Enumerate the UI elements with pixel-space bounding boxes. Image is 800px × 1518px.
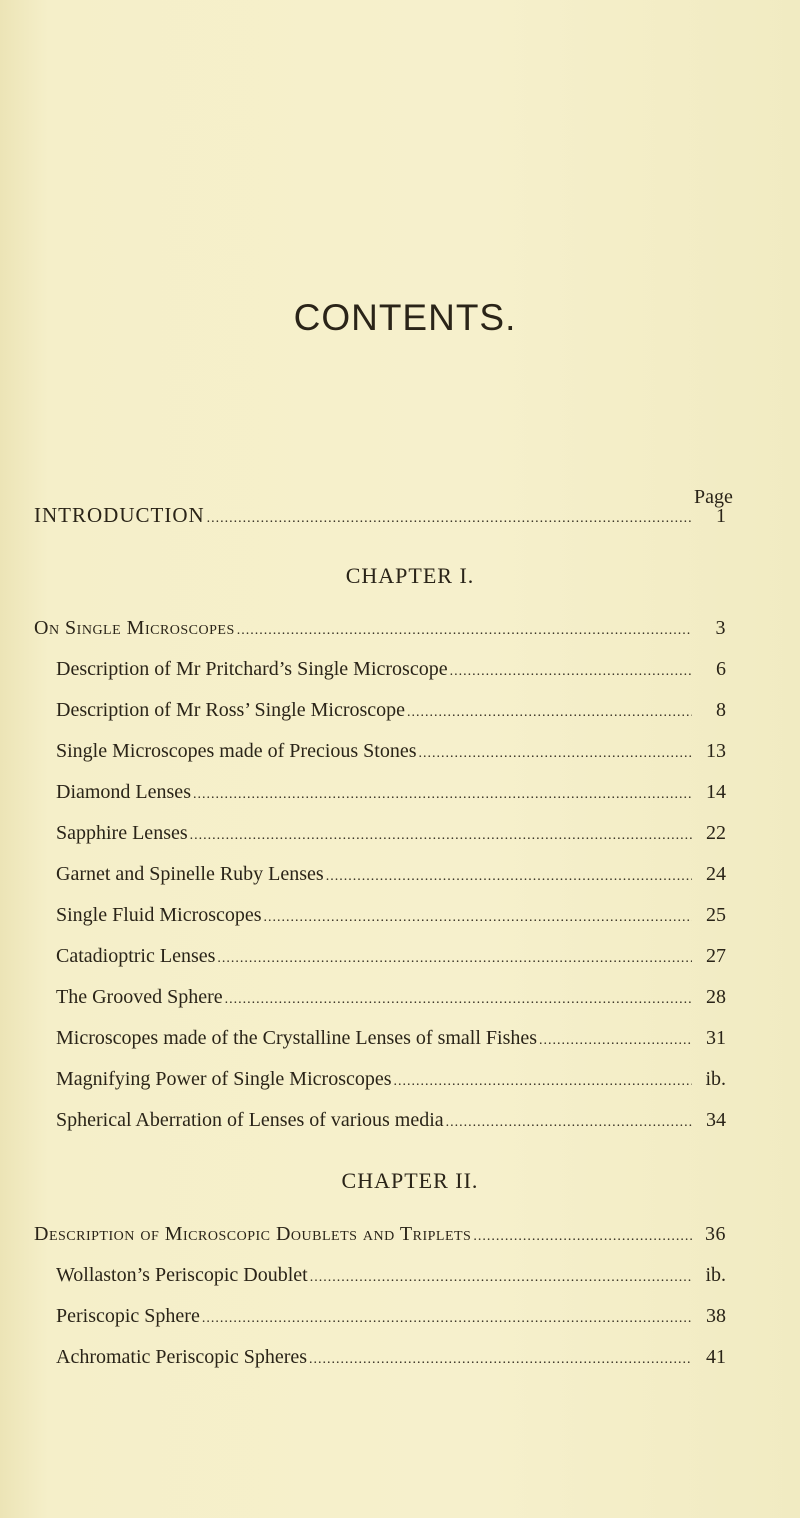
page-title: CONTENTS. (293, 297, 517, 338)
dot-leader (407, 705, 692, 721)
toc-entry-label: Wollaston’s Periscopic Doublet (56, 1264, 308, 1286)
toc-entry-label: On Single Microscopes (34, 617, 235, 639)
dot-leader (473, 1229, 692, 1245)
toc-entry-page: 24 (706, 863, 726, 885)
toc-entry-page: 1 (716, 505, 726, 527)
toc-entry-page: 27 (706, 945, 726, 967)
dot-leader (309, 1352, 692, 1368)
toc-entry-page: 6 (716, 658, 726, 680)
toc-entry (56, 1068, 726, 1098)
toc-entry-page: 14 (706, 781, 726, 803)
chapter-heading: CHAPTER II. (341, 1168, 479, 1193)
toc-entry (56, 1027, 726, 1057)
toc-entry (56, 699, 726, 729)
toc-entry-label: The Grooved Sphere (56, 986, 223, 1008)
toc-entry-label: Achromatic Periscopic Spheres (56, 1346, 308, 1368)
dot-leader (446, 1115, 692, 1131)
toc-entry-introduction (34, 503, 726, 533)
toc-entry-page: 38 (706, 1305, 726, 1327)
toc-entry (56, 1109, 726, 1139)
dot-leader (419, 746, 693, 762)
toc-entry-page: 25 (706, 904, 726, 926)
toc-section-heading (34, 617, 726, 647)
toc-entry-page: 8 (716, 699, 726, 721)
toc-entry (56, 863, 726, 893)
dot-leader (450, 664, 692, 680)
toc-entry-label: Description of Mr Ross’ Single Microscope (56, 699, 406, 721)
dot-leader (207, 511, 692, 527)
dot-leader (394, 1074, 692, 1090)
toc-entry-label: Catadioptric Lenses (56, 945, 216, 967)
toc-entry-page: ib. (705, 1068, 726, 1090)
toc-entry-label: Spherical Aberration of Lenses of various media (56, 1109, 444, 1131)
dot-leader (539, 1033, 692, 1049)
toc-entry (56, 1264, 726, 1294)
toc-entry-page: 31 (706, 1027, 726, 1049)
page-column-label: Page (694, 486, 733, 508)
toc-entry (56, 904, 726, 934)
toc-entry-label: Description of Mr Pritchard’s Single Microscope (56, 658, 448, 680)
dot-leader (310, 1270, 692, 1286)
toc-section-heading (34, 1223, 726, 1253)
toc-entry-page: 34 (706, 1109, 726, 1131)
toc-entry-label: Magnifying Power of Single Microscopes (56, 1068, 392, 1090)
dot-leader (237, 623, 692, 639)
toc-entry-label: Single Fluid Microscopes (56, 904, 262, 926)
toc-entry-label: Periscopic Sphere (56, 1305, 200, 1327)
toc-entry-label: Sapphire Lenses (56, 822, 188, 844)
toc-entry-label: INTRODUCTION (34, 503, 205, 527)
toc-entry-label: Single Microscopes made of Precious Stones (56, 740, 417, 762)
toc-entry (56, 1305, 726, 1335)
dot-leader (225, 992, 692, 1008)
toc-entry (56, 945, 726, 975)
dot-leader (202, 1311, 692, 1327)
toc-entry-label: Garnet and Spinelle Ruby Lenses (56, 863, 324, 885)
toc-entry-page: 36 (705, 1223, 726, 1245)
toc-entry (56, 781, 726, 811)
dot-leader (190, 828, 692, 844)
toc-entry-page: 41 (706, 1346, 726, 1368)
toc-entry (56, 658, 726, 688)
toc-entry-page: ib. (705, 1264, 726, 1286)
toc-entry-label: Microscopes made of the Crystalline Lenses of small Fishes (56, 1027, 538, 1049)
toc-entry-label: Description of Microscopic Doublets and Triplets (34, 1223, 472, 1245)
toc-entry-page: 13 (706, 740, 726, 762)
chapter-heading: CHAPTER I. (345, 563, 475, 588)
toc-entry-label: Diamond Lenses (56, 781, 191, 803)
dot-leader (326, 869, 692, 885)
toc-entry (56, 822, 726, 852)
dot-leader (193, 787, 692, 803)
toc-entry-page: 3 (715, 617, 726, 639)
toc-entry (56, 1346, 726, 1376)
dot-leader (217, 951, 692, 967)
dot-leader (264, 910, 692, 926)
toc-entry-page: 28 (706, 986, 726, 1008)
toc-entry (56, 986, 726, 1016)
toc-entry (56, 740, 726, 770)
toc-entry-page: 22 (706, 822, 726, 844)
